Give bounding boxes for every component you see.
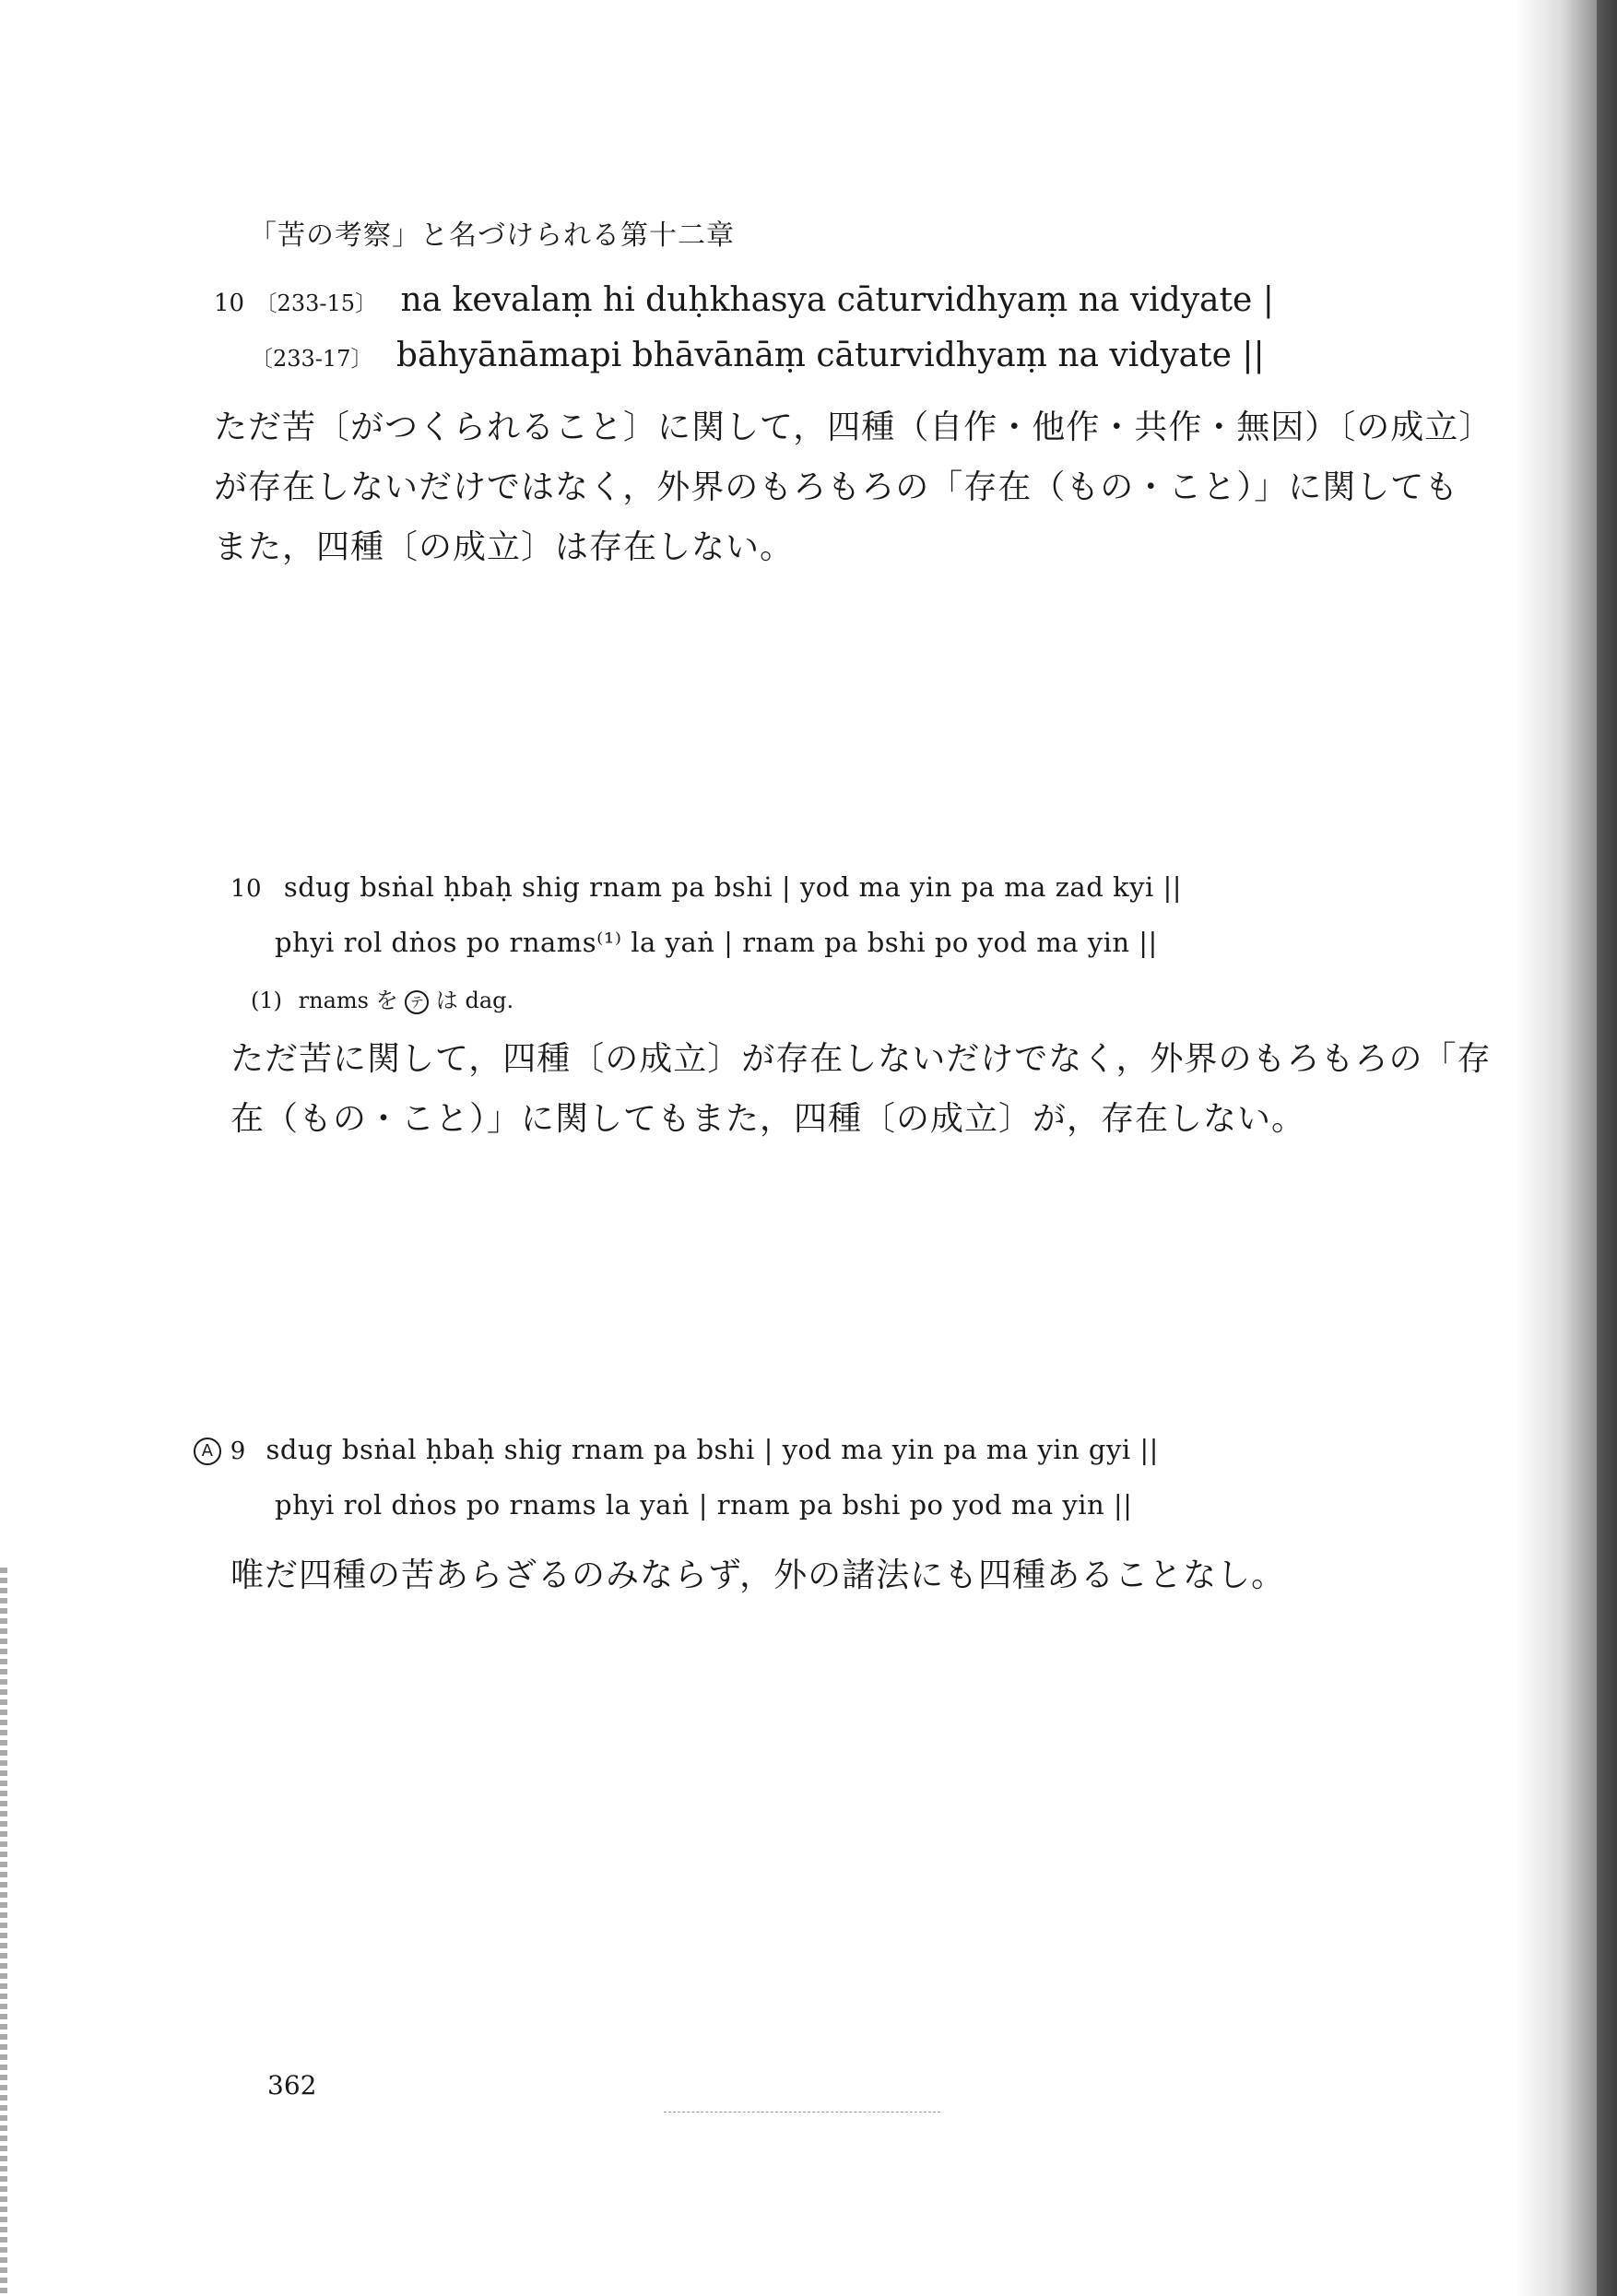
footnote — [251, 982, 513, 1014]
akutobhaya-translation: 唯だ四種の苦あらざるのみならず，外の諸法にも四種あることなし。 — [230, 1556, 1286, 1594]
akutobhaya-verse-line-1 — [194, 1434, 1159, 1465]
tibetan-verse-line-1 — [230, 871, 1182, 903]
verse-text: na kevalaṃ hi duḥkhasya cāturvidhyaṃ na vidyate | — [400, 281, 1274, 319]
sanskrit-translation-line-1: ただ苦〔がつくられること〕に関して，四種（自作・他作・共作・無因）〔の成立〕 — [214, 408, 1493, 446]
footnote-label: (1) — [251, 988, 282, 1013]
sanskrit-verse-line-1 — [214, 281, 1274, 319]
sanskrit-translation-line-3: また，四種〔の成立〕は存在しない。 — [214, 528, 795, 566]
verse-text: sdug bsṅal ḥbaḥ shig rnam pa bshi | yod ma yin pa ma zad kyi || — [283, 871, 1182, 903]
akutobhaya-verse-line-2: phyi rol dṅos po rnams la yaṅ | rnam pa bshi po yod ma yin || — [275, 1489, 1133, 1521]
circled-mark: テ — [405, 990, 429, 1014]
scan-edge-mark — [0, 1568, 7, 2296]
tibetan-translation-line-2: 在（もの・こと）」に関してもまた，四種〔の成立〕が，存在しない。 — [230, 1100, 1306, 1138]
footer-rule — [664, 2112, 940, 2113]
binding-edge — [1597, 0, 1617, 2296]
verse-number: 10 — [230, 875, 263, 903]
sanskrit-translation-line-2: が存在しないだけではなく，外界のもろもろの「存在（もの・こと）」に関しても — [214, 468, 1459, 506]
verse-text: bāhyānāmapi bhāvānāṃ cāturvidhyaṃ na vidyate || — [395, 337, 1265, 374]
sanskrit-verse-line-2 — [251, 337, 1265, 374]
verse-reference: 〔233-15〕 — [254, 290, 378, 316]
chapter-header: 「苦の考察」と名づけられる第十二章 — [249, 219, 735, 252]
footnote-text: は dag. — [435, 988, 514, 1013]
tibetan-translation-line-1: ただ苦に関して，四種〔の成立〕が存在しないだけでなく，外界のもろもろの「存 — [230, 1040, 1492, 1078]
verse-number: 9 — [230, 1438, 246, 1465]
verse-number: 10 — [214, 290, 245, 317]
page-number: 362 — [267, 2070, 317, 2101]
footnote-text: rnams を — [298, 988, 398, 1013]
tibetan-verse-line-2: phyi rol dṅos po rnams⁽¹⁾ la yaṅ | rnam pa bshi po yod ma yin || — [275, 927, 1158, 958]
circled-a-mark: A — [194, 1438, 221, 1465]
verse-text: sdug bsṅal ḥbaḥ shig rnam pa bshi | yod ma yin pa ma yin gyi || — [266, 1434, 1159, 1465]
verse-reference: 〔233-17〕 — [251, 346, 373, 372]
